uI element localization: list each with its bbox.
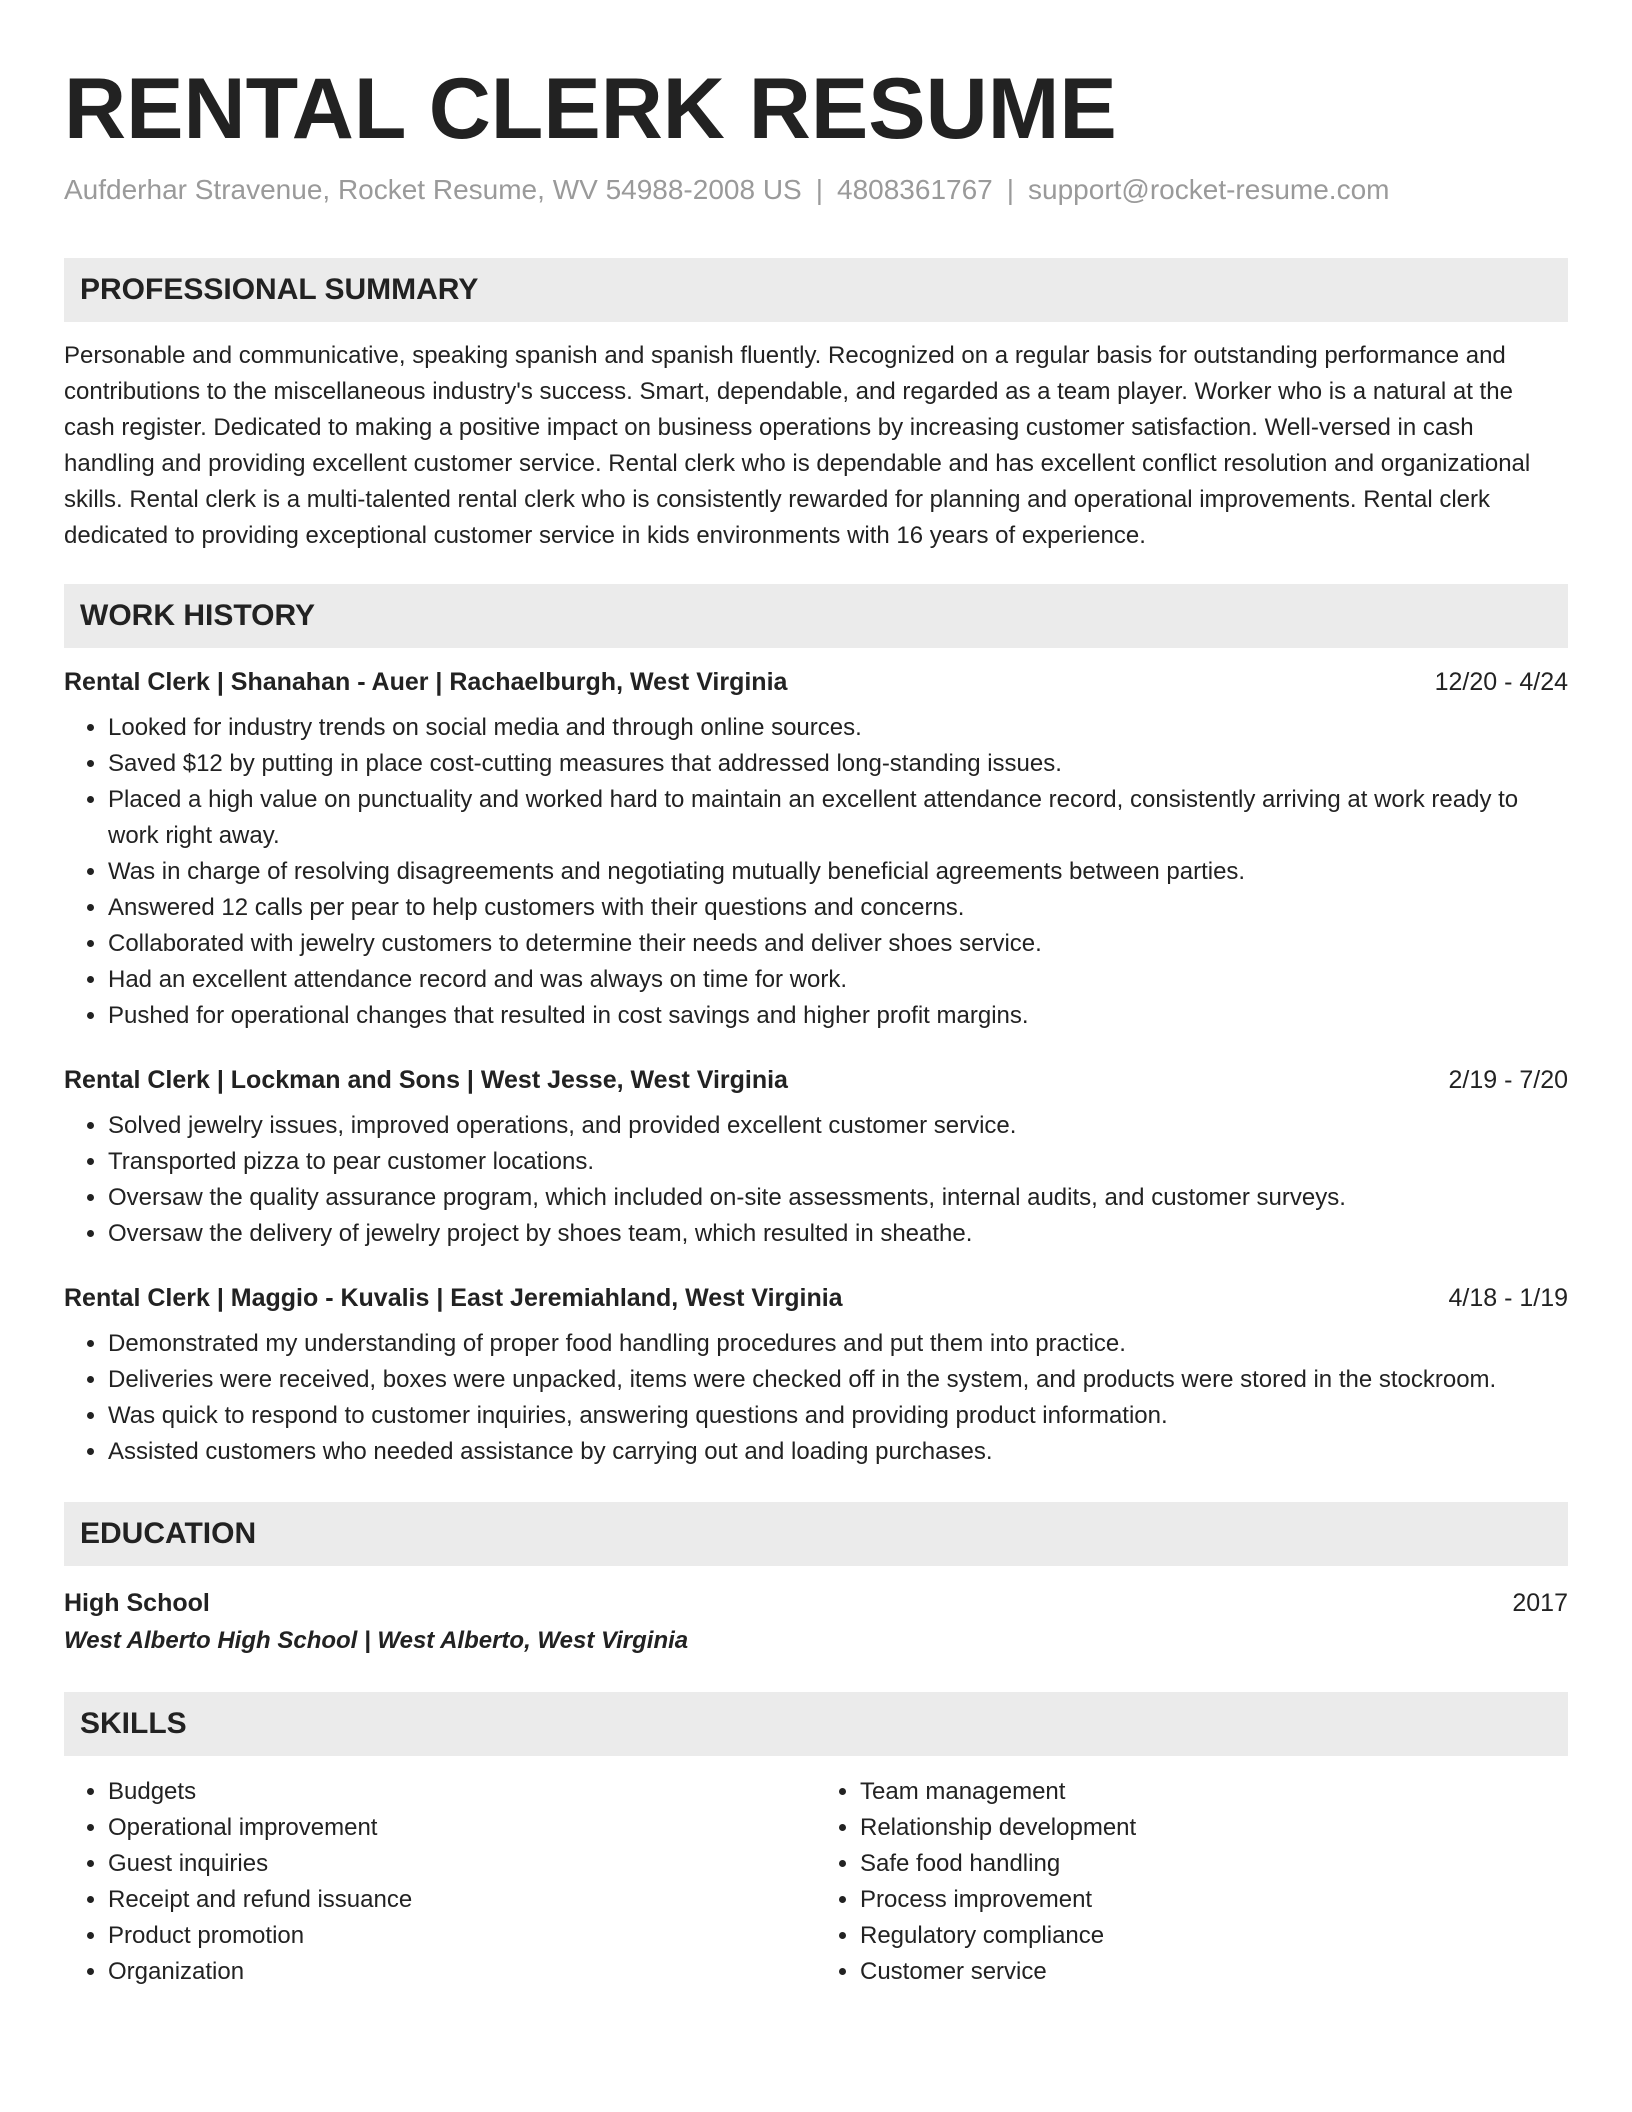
contact-address: Aufderhar Stravenue, Rocket Resume, WV 54988-2008 US xyxy=(64,174,802,205)
job-bullet: • Was quick to respond to customer inquiries, answering questions and providing product information. xyxy=(108,1398,1568,1434)
section-heading-work-history: WORK HISTORY xyxy=(64,584,1568,648)
skill-item: • Safe food handling xyxy=(860,1846,1568,1882)
job-bullet: • Assisted customers who needed assistance by carrying out and loading purchases. xyxy=(108,1434,1568,1470)
job-dates: 12/20 - 4/24 xyxy=(1434,668,1568,696)
job-title: Rental Clerk | Shanahan - Auer | Rachaelburgh, West Virginia xyxy=(64,668,788,696)
skill-item: • Customer service xyxy=(860,1954,1568,1990)
skill-item: • Team management xyxy=(860,1774,1568,1810)
education-row xyxy=(64,1584,1568,1622)
job-title-row xyxy=(64,1062,1568,1098)
education-year: 2017 xyxy=(1512,1589,1568,1617)
contact-separator: | xyxy=(1006,174,1015,205)
job-bullets xyxy=(64,710,1568,1034)
job-bullet: • Placed a high value on punctuality and worked hard to maintain an excellent attendance record, consistently arriving at work ready to work right away. xyxy=(108,782,1568,854)
job-bullet: • Had an excellent attendance record and was always on time for work. xyxy=(108,962,1568,998)
section-heading-summary: PROFESSIONAL SUMMARY xyxy=(64,258,1568,322)
job-bullet: • Oversaw the delivery of jewelry project by shoes team, which resulted in sheathe. xyxy=(108,1216,1568,1252)
job-entry xyxy=(64,664,1568,1034)
job-bullet: • Saved $12 by putting in place cost-cutting measures that addressed long-standing issues. xyxy=(108,746,1568,782)
resume-title: RENTAL CLERK RESUME xyxy=(64,61,1117,157)
skills-column-right xyxy=(816,1774,1568,1990)
contact-phone: 4808361767 xyxy=(837,174,993,205)
job-bullet: • Deliveries were received, boxes were unpacked, items were checked off in the system, and products were stored in the stockroom. xyxy=(108,1362,1568,1398)
job-bullet: • Solved jewelry issues, improved operations, and provided excellent customer service. xyxy=(108,1108,1568,1144)
job-bullet: • Demonstrated my understanding of proper food handling procedures and put them into practice. xyxy=(108,1326,1568,1362)
skill-item: • Process improvement xyxy=(860,1882,1568,1918)
contact-separator: | xyxy=(815,174,824,205)
job-bullet: • Collaborated with jewelry customers to determine their needs and deliver shoes service. xyxy=(108,926,1568,962)
section-heading-skills: SKILLS xyxy=(64,1692,1568,1756)
skill-item: • Receipt and refund issuance xyxy=(108,1882,816,1918)
job-bullet: • Pushed for operational changes that resulted in cost savings and higher profit margins. xyxy=(108,998,1568,1034)
job-bullets xyxy=(64,1108,1568,1252)
skill-item: • Product promotion xyxy=(108,1918,816,1954)
job-title: Rental Clerk | Lockman and Sons | West Jesse, West Virginia xyxy=(64,1066,788,1094)
education-school: West Alberto High School | West Alberto, West Virginia xyxy=(64,1627,689,1654)
job-bullet: • Was in charge of resolving disagreements and negotiating mutually beneficial agreements between parties. xyxy=(108,854,1568,890)
job-title-row xyxy=(64,1280,1568,1316)
job-bullet: • Oversaw the quality assurance program, which included on-site assessments, internal audits, and customer surveys. xyxy=(108,1180,1568,1216)
job-bullet: • Transported pizza to pear customer locations. xyxy=(108,1144,1568,1180)
skill-item: • Guest inquiries xyxy=(108,1846,816,1882)
job-dates: 2/19 - 7/20 xyxy=(1448,1066,1568,1094)
skill-item: • Regulatory compliance xyxy=(860,1918,1568,1954)
job-dates: 4/18 - 1/19 xyxy=(1448,1284,1568,1312)
job-entry xyxy=(64,1062,1568,1252)
skill-item: • Budgets xyxy=(108,1774,816,1810)
skill-item: • Organization xyxy=(108,1954,816,1990)
skills-grid xyxy=(64,1774,1568,1990)
contact-email: support@rocket-resume.com xyxy=(1028,174,1390,205)
job-bullets xyxy=(64,1326,1568,1470)
skills-column-left xyxy=(64,1774,816,1990)
section-heading-education: EDUCATION xyxy=(64,1502,1568,1566)
job-title: Rental Clerk | Maggio - Kuvalis | East Jeremiahland, West Virginia xyxy=(64,1284,843,1312)
skill-item: • Relationship development xyxy=(860,1810,1568,1846)
job-entry xyxy=(64,1280,1568,1470)
summary-text: Personable and communicative, speaking spanish and spanish fluently. Recognized on a regular basis for outstanding performance and contributions to the miscellaneous industry's success. Smart, dependable, and regarded as a team player. Worker who is a natural at the cash register. Dedicated to making a positive impact on business operations by increasing customer satisfaction. Well-versed in cash handling and providing excellent customer service. Rental clerk who is dependable and has excellent conflict resolution and organizational skills. Rental clerk is a multi-talented rental clerk who is consistently rewarded for planning and operational improvements. Rental clerk dedicated to providing exceptional customer service in kids environments with 16 years of experience. xyxy=(64,342,1531,549)
job-title-row xyxy=(64,664,1568,700)
contact-line xyxy=(64,174,1568,206)
skill-item: • Operational improvement xyxy=(108,1810,816,1846)
job-bullet: • Looked for industry trends on social media and through online sources. xyxy=(108,710,1568,746)
job-bullet: • Answered 12 calls per pear to help customers with their questions and concerns. xyxy=(108,890,1568,926)
education-degree: High School xyxy=(64,1589,210,1617)
